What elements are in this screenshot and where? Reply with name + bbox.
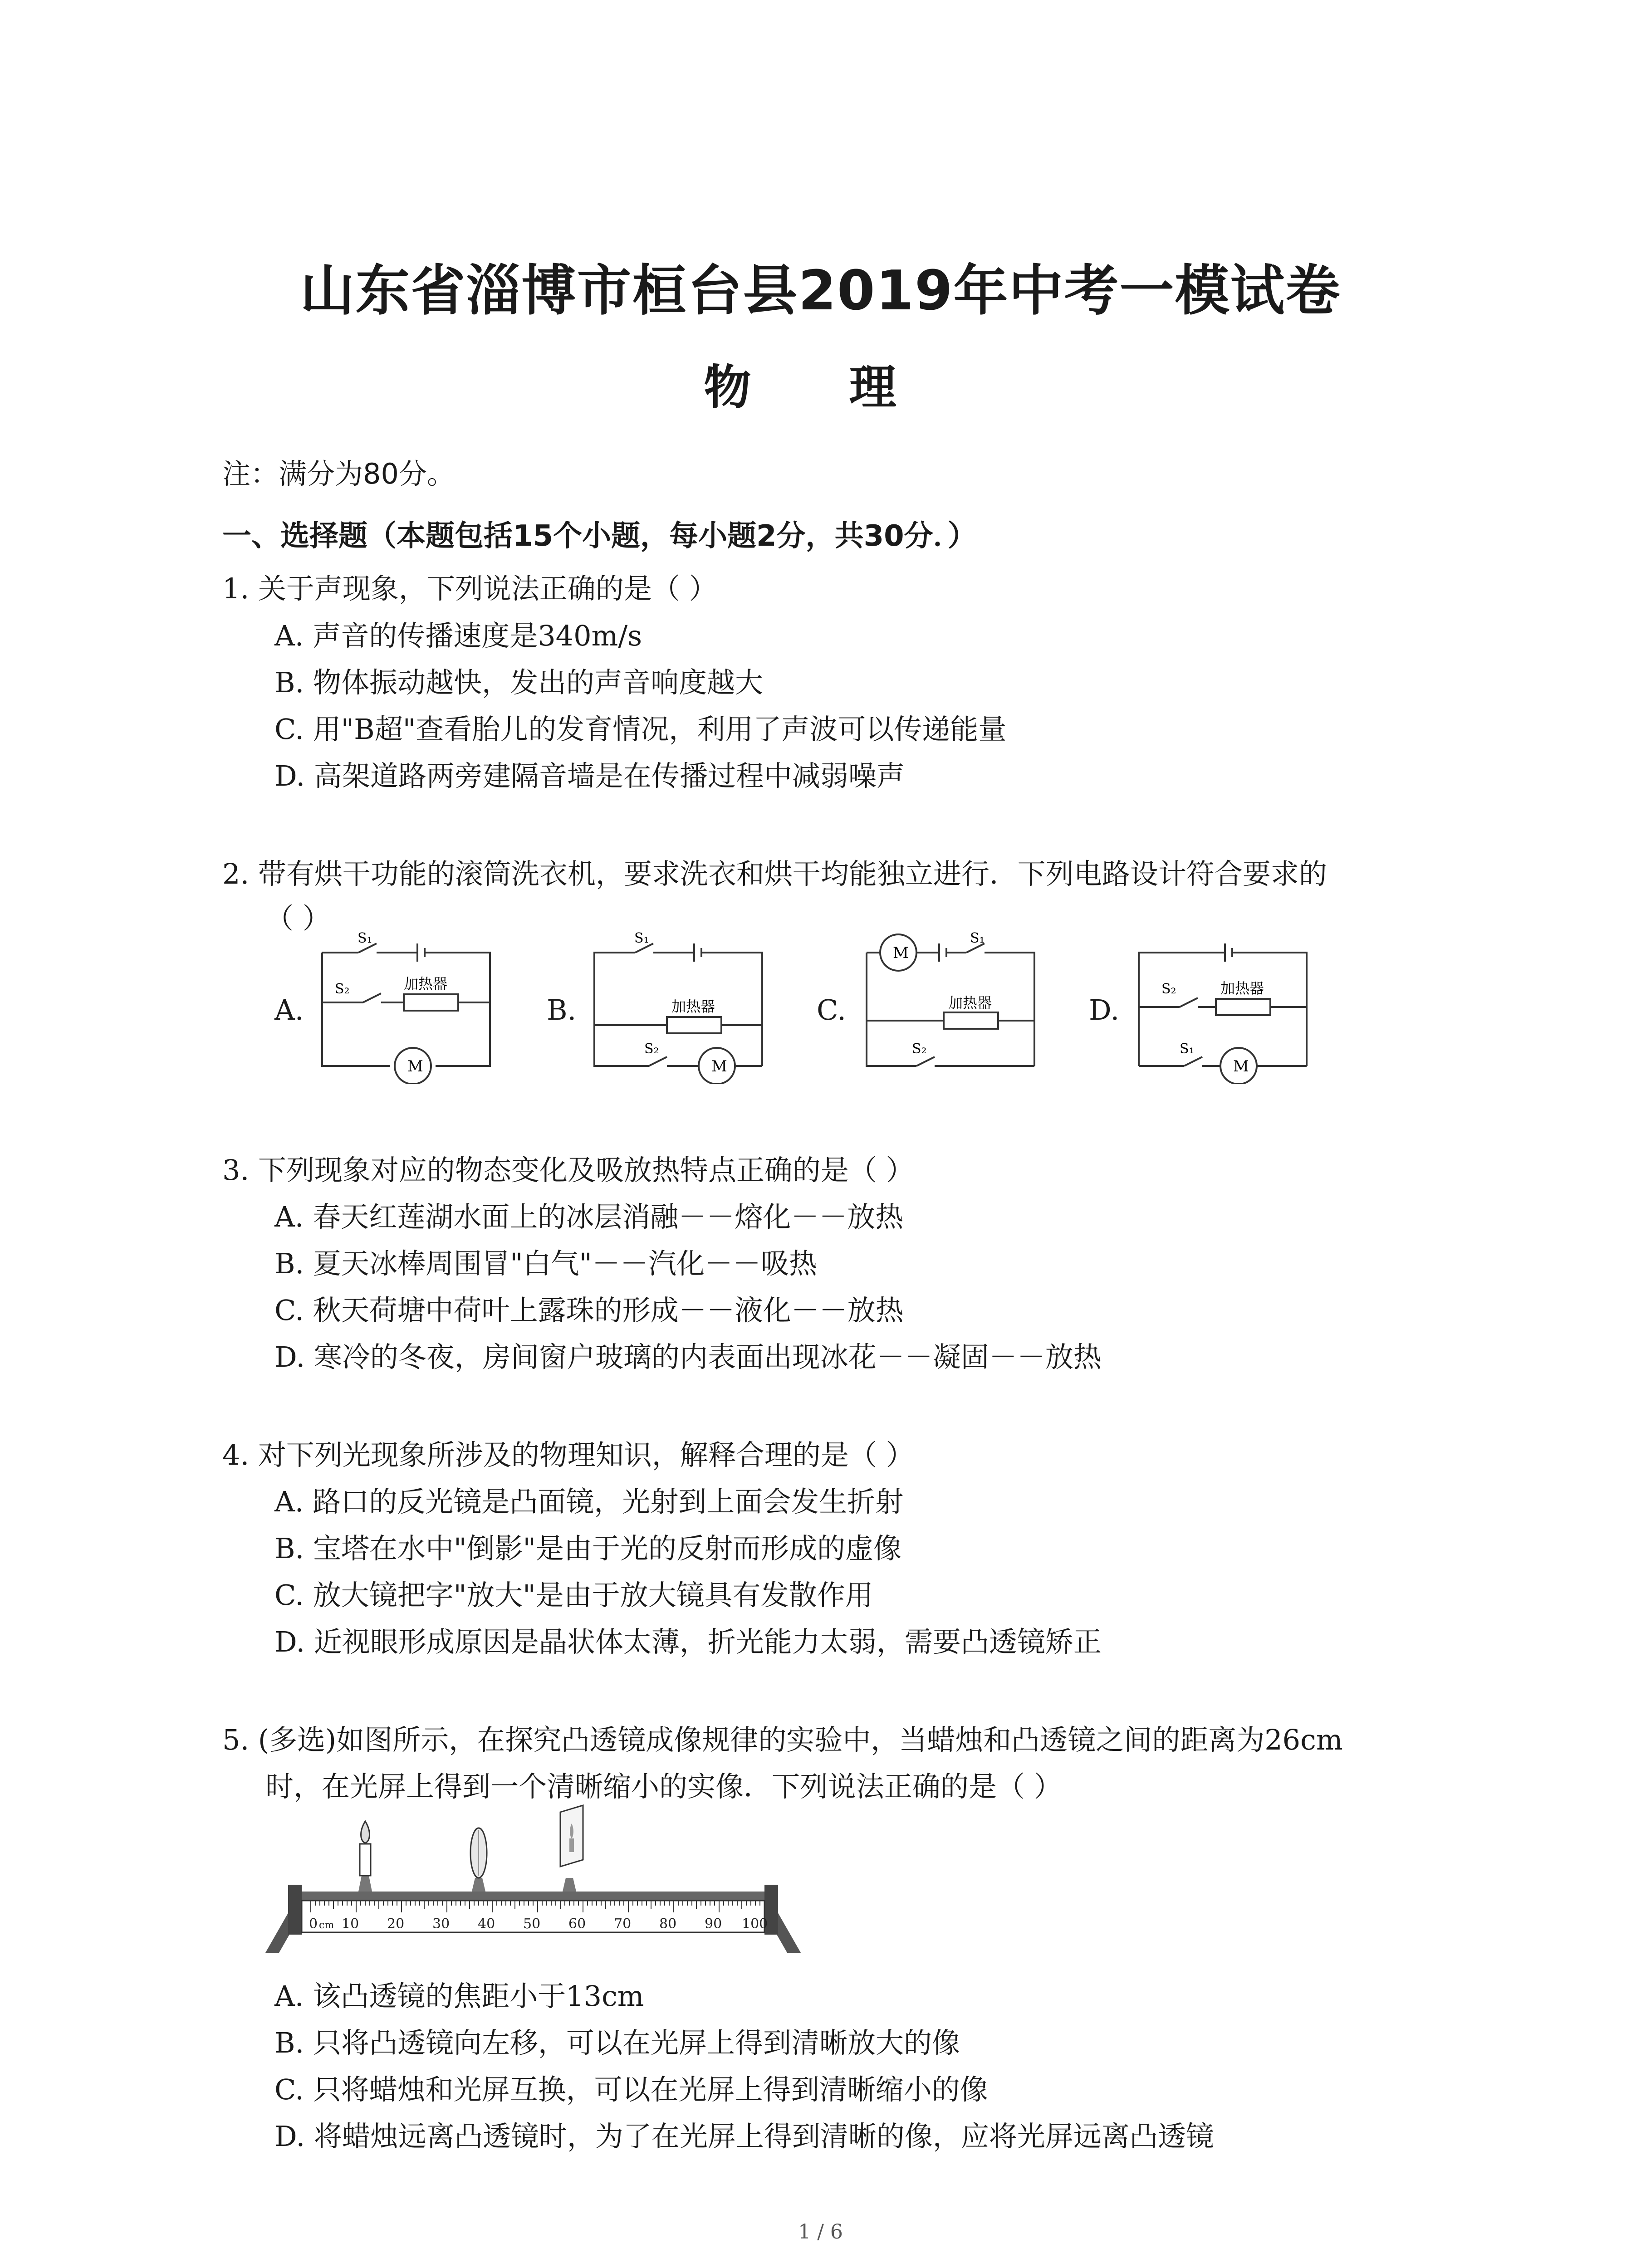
- circuit-diagram-b: [590, 930, 771, 1084]
- q5-stem: 5. (多选)如图所示，在探究凸透镜成像规律的实验中，当蜡烛和凸透镜之间的距离为26cm: [222, 1723, 1343, 1756]
- candle-icon: [358, 1821, 372, 1892]
- q4-option-c: C. 放大镜把字"放大"是由于放大镜具有发散作用: [274, 1579, 873, 1612]
- light-screen-icon: [560, 1805, 583, 1892]
- bench-rail: [302, 1892, 764, 1901]
- ruler-label-80: 80: [659, 1916, 677, 1932]
- q5-stem-cont: 时，在光屏上得到一个清晰缩小的实像．下列说法正确的是（ ）: [265, 1770, 1062, 1803]
- circuit-b-s2-label: S₂: [644, 1041, 659, 1057]
- q1-option-b: B. 物体振动越快，发出的声音响度越大: [274, 666, 763, 699]
- circuit-c-heater-label: 加热器: [948, 994, 992, 1012]
- ruler-label-40: 40: [478, 1916, 495, 1932]
- exam-title: 山东省淄博市桓台县2019年中考一模试卷: [300, 259, 1341, 323]
- q3-stem: 3. 下列现象对应的物态变化及吸放热特点正确的是（ ）: [222, 1154, 914, 1187]
- q3-option-c: C. 秋天荷塘中荷叶上露珠的形成－－液化－－放热: [274, 1294, 904, 1327]
- q2-label-c: C.: [817, 993, 846, 1026]
- circuit-a-motor-label: M: [407, 1057, 423, 1075]
- circuit-b-motor-label: M: [711, 1057, 727, 1075]
- circuit-d-motor-label: M: [1233, 1057, 1249, 1075]
- q5-option-b: B. 只将凸透镜向左移，可以在光屏上得到清晰放大的像: [274, 2026, 960, 2059]
- ruler-label-100: 100: [742, 1916, 768, 1932]
- convex-lens-icon: [470, 1828, 487, 1892]
- q4-stem: 4. 对下列光现象所涉及的物理知识，解释合理的是（ ）: [222, 1438, 914, 1471]
- circuit-c-s1-label: S₁: [970, 930, 985, 946]
- circuit-diagram-c: [862, 930, 1043, 1084]
- ruler-label-10: 10: [342, 1916, 359, 1932]
- circuit-b-heater-label: 加热器: [671, 998, 715, 1015]
- q3-option-d: D. 寒冷的冬夜，房间窗户玻璃的内表面出现冰花－－凝固－－放热: [274, 1340, 1102, 1374]
- bench-left-cap: [288, 1885, 302, 1935]
- circuit-d-s1-label: S₁: [1180, 1041, 1195, 1057]
- circuit-diagram-d: [1134, 930, 1316, 1084]
- optical-bench-figure: [265, 1803, 801, 1975]
- circuit-a-heater-label: 加热器: [404, 975, 448, 992]
- ruler-label-cm: cm: [319, 1920, 334, 1931]
- q1-option-a: A. 声音的传播速度是340m/s: [274, 619, 642, 652]
- q5-option-c: C. 只将蜡烛和光屏互换，可以在光屏上得到清晰缩小的像: [274, 2073, 988, 2106]
- ruler-label-20: 20: [387, 1916, 405, 1932]
- q1-option-d: D. 高架道路两旁建隔音墙是在传播过程中减弱噪声: [274, 759, 905, 792]
- q2-stem-blank: （ ）: [265, 902, 331, 935]
- circuit-b-s1-label: S₁: [634, 930, 649, 946]
- q5-option-d: D. 将蜡烛远离凸透镜时，为了在光屏上得到清晰的像，应将光屏远离凸透镜: [274, 2120, 1214, 2153]
- ruler-label-90: 90: [705, 1916, 722, 1932]
- q4-option-d: D. 近视眼形成原因是晶状体太薄，折光能力太弱，需要凸透镜矫正: [274, 1625, 1102, 1658]
- circuit-d-heater-label: 加热器: [1220, 980, 1264, 997]
- q1-stem: 1. 关于声现象，下列说法正确的是（ ）: [222, 572, 717, 605]
- q4-option-b: B. 宝塔在水中"倒影"是由于光的反射而形成的虚像: [274, 1532, 902, 1565]
- q2-label-b: B.: [547, 993, 577, 1026]
- q2-stem: 2. 带有烘干功能的滚筒洗衣机，要求洗衣和烘干均能独立进行．下列电路设计符合要求的: [222, 857, 1327, 890]
- ruler-label-0: 0: [309, 1916, 318, 1932]
- section-heading: 一、选择题（本题包括15个小题，每小题2分，共30分．）: [222, 519, 977, 553]
- q3-option-b: B. 夏天冰棒周围冒"白气"－－汽化－－吸热: [274, 1247, 818, 1280]
- q5-option-a: A. 该凸透镜的焦距小于13cm: [274, 1980, 644, 2013]
- circuit-a-s2-label: S₂: [335, 981, 350, 997]
- subject-heading: 物 理: [704, 360, 937, 415]
- circuit-a-s1-label: S₁: [358, 930, 372, 946]
- q3-option-a: A. 春天红莲湖水面上的冰层消融－－熔化－－放热: [274, 1200, 904, 1233]
- circuit-c-s2-label: S₂: [912, 1041, 927, 1057]
- score-note: 注：满分为80分。: [222, 457, 455, 490]
- q2-label-a: A.: [274, 993, 304, 1026]
- ruler-label-60: 60: [568, 1916, 586, 1932]
- ruler-label-30: 30: [432, 1916, 450, 1932]
- page-number: 1 / 6: [798, 2220, 843, 2244]
- circuit-d-s2-label: S₂: [1161, 981, 1176, 997]
- q4-option-a: A. 路口的反光镜是凸面镜，光射到上面会发生折射: [274, 1485, 904, 1518]
- q2-label-d: D.: [1089, 993, 1120, 1026]
- ruler-label-50: 50: [523, 1916, 541, 1932]
- circuit-c-motor-label: M: [893, 944, 909, 962]
- ruler-label-70: 70: [614, 1916, 632, 1932]
- circuit-diagram-a: [318, 930, 499, 1084]
- q1-option-c: C. 用"B超"查看胎儿的发育情况，利用了声波可以传递能量: [274, 713, 1007, 746]
